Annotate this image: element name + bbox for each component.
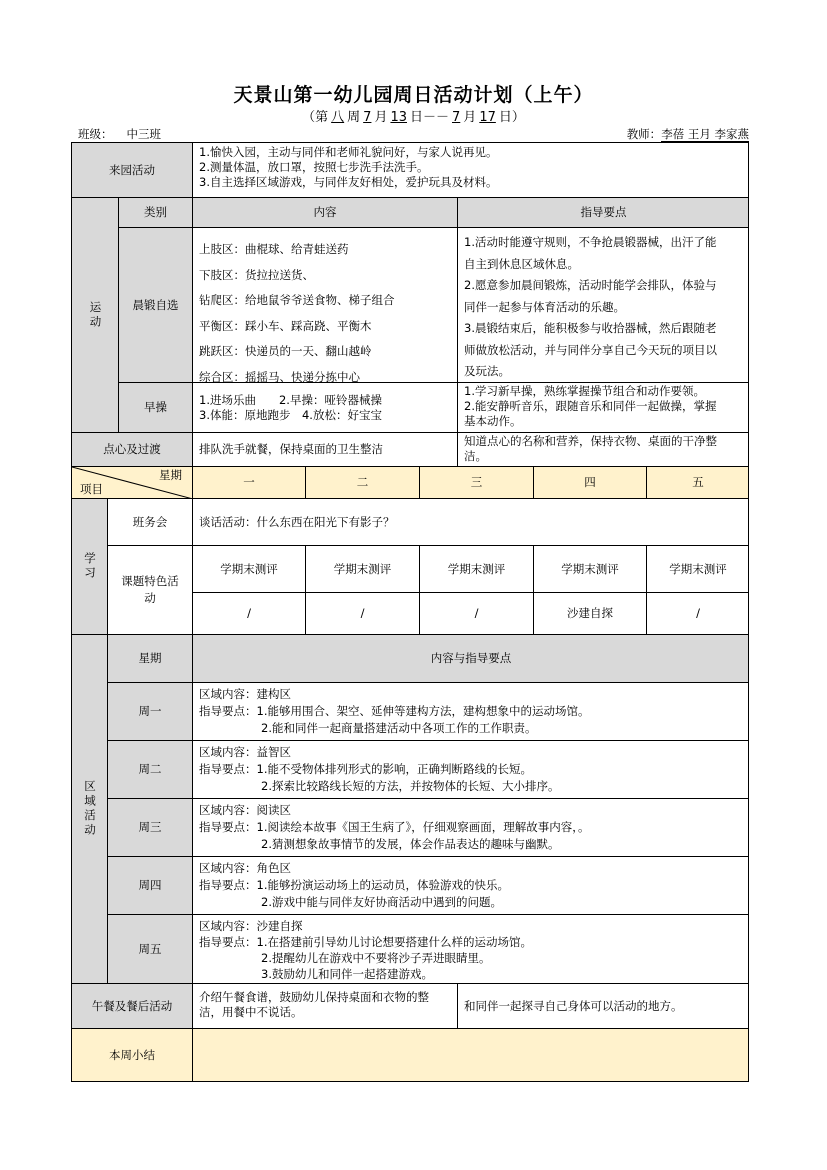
snack-content: 排队洗手就餐，保持桌面的卫生整洁 [192, 432, 457, 466]
guide-line: 3.晨锻结束后，能积极参与收拾器械，然后跟随老 [464, 321, 717, 335]
topic-cell: 学期末测评 [646, 545, 749, 592]
area-day-thu: 周四 [107, 856, 192, 914]
sports-col-type: 类别 [118, 197, 192, 227]
guide-line: 1.活动时能遵守规则，不争抢晨锻器械，出汗了能 [464, 235, 717, 249]
area-line: 2.游戏中能与同伴友好协商活动中遇到的问题。 [261, 895, 502, 909]
end-day: 17 [479, 110, 496, 125]
area-content-wed [192, 798, 749, 856]
teacher-value: 李蓓 王月 李家燕 [661, 127, 749, 141]
area-line: 区域内容：建构区 [199, 687, 291, 701]
area-line: 2.能和同伴一起商量搭建活动中各项工作的工作职责。 [261, 721, 537, 735]
day-label-1: 日－－ [410, 110, 450, 125]
morning-drill-guide [457, 382, 749, 432]
weekday-tue: 二 [305, 466, 419, 498]
morning-drill-label: 早操 [118, 382, 192, 432]
class-info [78, 126, 235, 143]
area-line: 区域内容：益智区 [199, 745, 291, 759]
area-line: 区域内容：角色区 [199, 861, 291, 875]
weekday-corner [71, 466, 192, 498]
snack-label: 点心及过渡 [71, 432, 192, 466]
area-line: 2.探索比较路线长短的方法，并按物体的长短、大小排序。 [261, 779, 560, 793]
drill-item: 1.进场乐曲 2.早操：哑铃器械操 [199, 392, 382, 407]
area-content-fri [192, 914, 749, 983]
start-month: 7 [363, 110, 372, 125]
area-col-day: 星期 [107, 634, 192, 682]
class-meeting-content: 谈话活动：什么东西在阳光下有影子？ [192, 498, 749, 545]
sports-col-guide: 指导要点 [457, 197, 749, 227]
sports-col-content: 内容 [192, 197, 457, 227]
weekday-fri: 五 [646, 466, 749, 498]
arrival-label: 来园活动 [71, 142, 192, 197]
teacher-info [627, 126, 749, 142]
summary-label: 本周小结 [71, 1028, 192, 1082]
teacher-label: 教师： [626, 127, 662, 141]
arrival-content [192, 142, 749, 197]
guide-line: 1.学习新早操，熟练掌握操节组合和动作要领。 [464, 384, 705, 398]
morning-item: 平衡区：踩小车、踩高跷、平衡木 [199, 318, 372, 333]
morning-item: 跳跃区：快递员的一天、翻山越岭 [199, 344, 372, 358]
summary-content[interactable] [192, 1028, 749, 1082]
snack-guide [457, 432, 749, 466]
area-line: 2.猜测想象故事情节的发展，体会作品表达的趣味与幽默。 [261, 837, 560, 851]
class-value: 中三班 [113, 126, 235, 143]
start-day: 13 [390, 110, 407, 125]
lunch-content [192, 983, 457, 1028]
guide-line: 基本动作。 [464, 414, 522, 428]
date-range [0, 106, 827, 125]
area-line: 3.鼓励幼儿和同伴一起搭建游戏。 [261, 967, 433, 981]
morning-item: 钻爬区：给地鼠爷爷送食物、梯子组合 [199, 293, 395, 307]
area-line: 区域内容：沙建自探 [199, 919, 303, 933]
subtitle-open: （第 [302, 110, 329, 125]
morning-exercise-guide [457, 227, 749, 382]
class-meeting-label: 班务会 [107, 498, 192, 545]
topic-cell: 学期末测评 [192, 545, 305, 592]
weekday-thu: 四 [533, 466, 646, 498]
area-line: 2.提醒幼儿在游戏中不要将沙子弄进眼睛里。 [261, 951, 491, 965]
corner-item-label: 项目 [80, 482, 103, 496]
area-content-tue [192, 740, 749, 798]
arrival-line: 3.自主选择区域游戏，与同伴友好相处，爱护玩具及材料。 [199, 175, 498, 189]
lunch-guide: 和同伴一起探寻自己身体可以活动的地方。 [457, 983, 749, 1028]
sports-label: 运动 [71, 197, 118, 432]
topic-cell: / [419, 592, 533, 634]
area-line: 指导要点：1.能不受物体排列形式的影响，正确判断路线的长短。 [199, 762, 532, 776]
guide-line: 及玩法。 [464, 364, 510, 378]
morning-item: 上肢区：曲棍球、给青蛙送药 [199, 242, 349, 256]
guide-line: 师做放松活动，并与同伴分享自己今天玩的项目以 [464, 342, 717, 357]
topic-cell: / [192, 592, 305, 634]
morning-exercise-content [192, 227, 457, 382]
week-label: 周 [347, 110, 361, 125]
area-content-mon [192, 682, 749, 740]
guide-line: 知道点心的名称和营养，保持衣物、桌面的干净整 [464, 434, 717, 448]
class-label: 班级： [78, 127, 113, 141]
month-label-2: 月 [463, 110, 477, 125]
topic-cell: / [305, 592, 419, 634]
area-line: 指导要点：1.能够扮演运动场上的运动员，体验游戏的快乐。 [199, 878, 509, 892]
area-line: 指导要点：1.能够用围合、架空、延伸等建构方法，建构想象中的运动场馆。 [199, 704, 590, 718]
morning-exercise-label: 晨锻自选 [118, 227, 192, 382]
weekday-wed: 三 [419, 466, 533, 498]
area-day-wed: 周三 [107, 798, 192, 856]
lunch-line: 介绍午餐食谱，鼓励幼儿保持桌面和衣物的整 [199, 990, 429, 1004]
area-line: 区域内容：阅读区 [199, 803, 291, 817]
area-line: 指导要点：1.阅读绘本故事《国王生病了》，仔细观察画面，理解故事内容，。 [199, 820, 590, 834]
guide-line: 同伴一起参与体育活动的乐趣。 [464, 299, 625, 314]
topic-cell: 学期末测评 [305, 545, 419, 592]
study-label: 学习 [71, 498, 107, 634]
topic-cell: 学期末测评 [419, 545, 533, 592]
area-day-mon: 周一 [107, 682, 192, 740]
arrival-line: 2.测量体温，放口罩，按照七步洗手法洗手。 [199, 160, 429, 174]
area-col-content: 内容与指导要点 [192, 634, 749, 682]
drill-item: 3.体能：原地跑步 4.放松：好宝宝 [199, 407, 382, 422]
area-activity-label: 区域活动 [71, 634, 107, 983]
page-title: 天景山第一幼儿园周日活动计划（上午） [233, 84, 594, 106]
lunch-line: 洁，用餐中不说话。 [199, 1005, 303, 1019]
topic-cell: 学期末测评 [533, 545, 646, 592]
morning-item: 下肢区：货拉拉送货、 [199, 267, 314, 282]
area-line: 指导要点：1.在搭建前引导幼儿讨论想要搭建什么样的运动场馆。 [199, 935, 532, 949]
arrival-line: 1.愉快入园，主动与同伴和老师礼貌问好，与家人说再见。 [199, 145, 498, 159]
guide-line: 洁。 [464, 449, 487, 463]
area-day-tue: 周二 [107, 740, 192, 798]
lunch-label: 午餐及餐后活动 [71, 983, 192, 1028]
guide-line: 自主到休息区域休息。 [464, 256, 579, 271]
day-label-2: 日） [498, 110, 525, 125]
morning-drill-content [192, 382, 457, 432]
topic-cell: / [646, 592, 749, 634]
guide-line: 2.能安静听音乐，跟随音乐和同伴一起做操，掌握 [464, 399, 717, 413]
corner-weekday-label: 星期 [159, 468, 182, 482]
topic-cell: 沙建自探 [533, 592, 646, 634]
end-month: 7 [452, 110, 461, 125]
guide-line: 2.愿意参加晨间锻炼，活动时能学会排队，体验与 [464, 278, 717, 292]
month-label-1: 月 [374, 110, 388, 125]
morning-item: 综合区：摇摇马、快递分拣中心 [199, 369, 360, 384]
area-content-thu [192, 856, 749, 914]
topic-activity-label: 课题特色活动 [107, 545, 192, 634]
area-day-fri: 周五 [107, 914, 192, 983]
week-number: 八 [331, 110, 345, 125]
weekday-mon: 一 [192, 466, 305, 498]
